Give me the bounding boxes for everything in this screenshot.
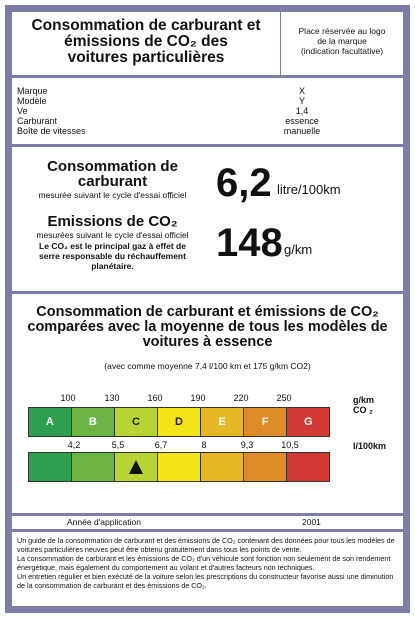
class-letter: B <box>88 416 97 428</box>
header-panel <box>12 12 403 75</box>
title-line-3: voitures particulières <box>67 49 225 66</box>
fuel-tick: 4,2 <box>67 440 81 450</box>
co2-tick: 250 <box>276 393 292 403</box>
field-value-ve: 1,4 <box>295 106 309 116</box>
class-letter: F <box>261 416 269 428</box>
field-label-marque: Marque <box>17 86 48 96</box>
emissions-sub: mesurées suivant le cycle d'essai officiel <box>36 230 189 240</box>
field-label-carburant: Carburant <box>17 116 58 126</box>
note-panel <box>12 532 403 606</box>
co2-scale-unit <box>353 395 374 415</box>
logo-placeholder <box>280 12 403 75</box>
position-cell-c <box>115 453 157 481</box>
title-line-2: émissions de CO₂ des <box>64 33 228 50</box>
vehicle-panel <box>12 78 403 144</box>
fuel-tick: 6,7 <box>154 440 168 450</box>
class-letter: D <box>175 416 183 428</box>
emissions-unit: g/km <box>284 242 313 257</box>
field-label-modele: Modèle <box>17 96 47 106</box>
class-letter: G <box>303 416 313 428</box>
fuel-tick: 8 <box>201 440 207 450</box>
consumption-label <box>20 159 205 189</box>
class-cell-f <box>244 408 286 436</box>
emissions-label: Emissions de CO₂ <box>47 213 178 230</box>
class-cell-b <box>72 408 114 436</box>
field-value-modele: Y <box>298 96 305 106</box>
comparison-title-line-3: voitures à essence <box>142 334 273 350</box>
field-label-ve: Ve <box>17 106 28 116</box>
co2-tick: 160 <box>147 393 163 403</box>
year-panel <box>12 516 403 529</box>
title-line-1: Consommation de carburant et <box>31 17 261 34</box>
note-paragraph-2: La consommation de carburant et les émissions de CO₂ d'un véhicule sont fonction non seulement de son rendement énergétique, mais également du comportement au volant et d'autres facteurs non techniques. <box>17 554 391 572</box>
field-value-marque: X <box>298 86 305 96</box>
note-paragraph-3: Un entretien régulier et bien exécuté de la voiture selon les prescriptions du constructeur favorise aussi une diminution de la consommation de carburant et des émissions de CO₂. <box>17 572 394 590</box>
class-cell-d <box>158 408 200 436</box>
co2-unit-line-2: CO ₂ <box>353 405 373 415</box>
comparison-panel <box>12 294 403 513</box>
position-cell-d <box>158 453 200 481</box>
comparison-title-line-2: comparées avec la moyenne de tous les modèles de <box>27 319 388 335</box>
emissions-note-line-3: planétaire. <box>91 261 134 271</box>
co2-tick: 220 <box>233 393 249 403</box>
consumption-label-line-2: carburant <box>77 173 148 190</box>
logo-text-3: (indication facultative) <box>300 46 384 56</box>
consumption-label-line-1: Consommation de <box>47 158 178 175</box>
year-value: 2001 <box>302 517 321 527</box>
vehicle-position-marker-icon <box>129 460 143 474</box>
year-label: Année d'application <box>67 517 141 527</box>
emissions-note-line-2: serre responsable du réchauffement <box>39 251 186 261</box>
co2-tick: 190 <box>190 393 206 403</box>
class-cell-c <box>115 408 157 436</box>
comparison-title-line-1: Consommation de carburant et émissions de CO₂ <box>36 304 379 320</box>
fuel-scale-unit: l/100km <box>353 441 387 451</box>
field-value-boite: manuelle <box>283 126 321 136</box>
emissions-value: 148 <box>216 221 283 265</box>
values-panel <box>12 147 403 291</box>
field-value-carburant: essence <box>285 116 319 126</box>
position-cell-b <box>72 453 114 481</box>
class-cell-e <box>201 408 243 436</box>
fuel-tick: 10,5 <box>281 440 299 450</box>
position-cell-f <box>244 453 286 481</box>
consumption-sub: mesurée suivant le cycle d'essai officiel <box>38 190 187 200</box>
logo-text-1: Place réservée au logo <box>298 26 386 36</box>
vehicle-position-bar <box>28 452 330 482</box>
class-letter: C <box>131 416 140 428</box>
position-cell-e <box>201 453 243 481</box>
consumption-value: 6,2 <box>216 161 272 205</box>
class-letter: E <box>218 416 226 428</box>
logo-text-2: de la marque <box>317 36 367 46</box>
label-title <box>12 18 280 66</box>
note-paragraph-1: Un guide de la consommation de carburant et des émissions de CO₂ contenant des données pour tous les modèles de voitures particulières neuves peut être obtenu gratuitement dans tous les points de vente. <box>17 536 395 554</box>
co2-tick: 130 <box>104 393 120 403</box>
field-label-boite: Boîte de vitesses <box>17 126 86 136</box>
comparison-title <box>22 305 393 350</box>
co2-unit-line-1: g/km <box>353 395 375 405</box>
fuel-tick: 9,3 <box>240 440 254 450</box>
fuel-tick: 5,5 <box>111 440 125 450</box>
position-cell-a <box>29 453 71 481</box>
emissions-note <box>20 241 205 271</box>
comparison-subtitle: (avec comme moyenne 7,4 l/100 km et 175 g/km CO2) <box>104 361 311 371</box>
class-cell-a <box>29 408 71 436</box>
class-letter: A <box>45 416 54 428</box>
class-cell-g <box>287 408 329 436</box>
consumption-unit: litre/100km <box>277 182 341 197</box>
co2-tick: 100 <box>60 393 76 403</box>
efficiency-class-bar <box>28 407 330 437</box>
emissions-note-line-1: Le CO₂ est le principal gaz à effet de <box>39 241 186 251</box>
position-cell-g <box>287 453 329 481</box>
label-frame <box>5 5 410 613</box>
